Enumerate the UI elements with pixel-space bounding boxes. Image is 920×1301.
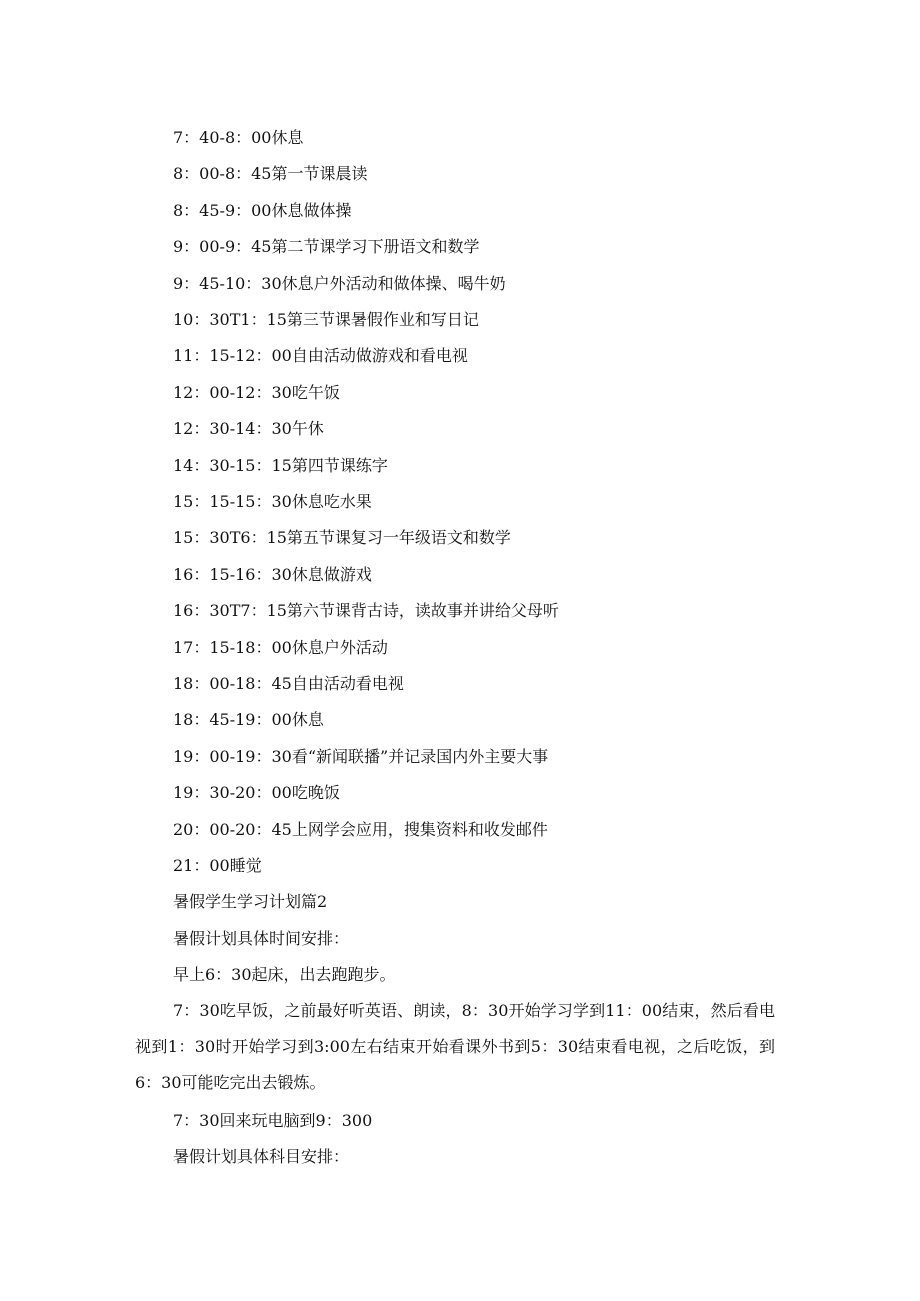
schedule-line: 18：00-18：45自由活动看电视 bbox=[173, 674, 404, 693]
schedule-line: 12：30-14：30午休 bbox=[173, 419, 324, 439]
schedule-line: 9：45-10：30休息户外活动和做体操、喝牛奶 bbox=[173, 273, 506, 293]
subject-arrangement-heading: 暑假计划具体科目安排： bbox=[173, 1147, 350, 1166]
schedule-line: 18：45-19：00休息 bbox=[173, 710, 324, 730]
schedule-line: 16：15-16：30休息做游戏 bbox=[173, 564, 372, 584]
schedule-line: 16：30T7：15第六节课背古诗，读故事并讲给父母听 bbox=[173, 601, 559, 621]
schedule-line: 19：30-20：00吃晚饭 bbox=[173, 783, 340, 803]
schedule-line: 12：00-12：30吃午饭 bbox=[173, 382, 340, 402]
schedule-line: 8：00-8：45第一节课晨读 bbox=[173, 164, 368, 184]
schedule-line: 19：00-19：30看“新闻联播”并记录国内外主要大事 bbox=[173, 746, 549, 766]
morning-routine-line: 早上6：30起床，出去跑跑步。 bbox=[173, 965, 396, 984]
schedule-line: 9：00-9：45第二节课学习下册语文和数学 bbox=[173, 237, 480, 257]
schedule-line: 15：15-15：30休息吃水果 bbox=[173, 492, 372, 511]
schedule-line: 20：00-20：45上网学会应用，搜集资料和收发邮件 bbox=[173, 819, 548, 839]
schedule-line: 14：30-15：15第四节课练字 bbox=[173, 455, 388, 475]
schedule-line: 15：30T6：15第五节课复习一年级语文和数学 bbox=[173, 528, 511, 548]
section-title: 暑假学生学习计划篇2 bbox=[173, 892, 328, 911]
schedule-line: 8：45-9：00休息做体操 bbox=[173, 200, 352, 220]
evening-routine-line: 7：30回来玩电脑到9：300 bbox=[173, 1111, 373, 1130]
schedule-line: 21：00睡觉 bbox=[173, 856, 262, 875]
schedule-line: 7：40-8：00休息 bbox=[173, 128, 304, 147]
schedule-line: 10：30T1：15第三节课暑假作业和写日记 bbox=[173, 310, 479, 329]
schedule-line: 17：15-18：00休息户外活动 bbox=[173, 637, 388, 657]
daily-routine-paragraph: 7：30吃早饭，之前最好听英语、朗读，8：30开始学习学到11：00结束，然后看电视到1：30时开始学习到3:00左右结束开始看课外书到5：30结束看电视，之后吃饭，到6：30可能吃完出去锻炼。 bbox=[135, 1001, 775, 1092]
schedule-line: 11：15-12：00自由活动做游戏和看电视 bbox=[173, 346, 468, 366]
time-arrangement-heading: 暑假计划具体时间安排： bbox=[173, 929, 350, 948]
